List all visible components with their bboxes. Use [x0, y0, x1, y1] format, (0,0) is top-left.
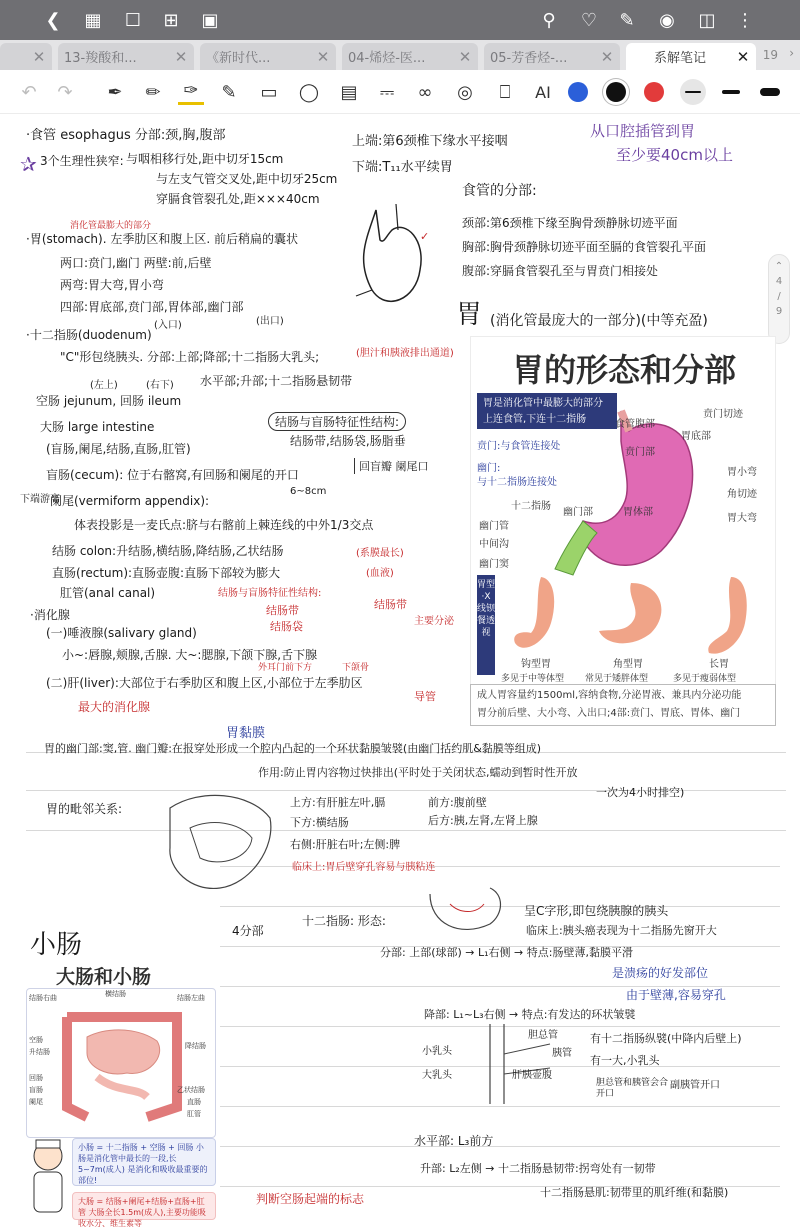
- label-colon-right-flexure: 结肠右曲: [29, 994, 57, 1002]
- note-upper-left: (左上): [90, 380, 118, 391]
- star-icon: ✰: [20, 152, 37, 176]
- note-salivary: (一)唾液腺(salivary gland): [46, 626, 197, 640]
- label-appendix: 阑尾: [29, 1098, 43, 1106]
- page-current: 4: [775, 276, 783, 287]
- redo-icon[interactable]: ↷: [57, 81, 73, 103]
- link-icon[interactable]: ∞: [417, 81, 433, 103]
- tab-0[interactable]: [0, 43, 52, 70]
- note-neighbors: 胃的毗邻关系:: [46, 802, 123, 816]
- note-need-40: 至少要40cm以上: [616, 146, 733, 164]
- note-sketch-label: ✓: [420, 230, 430, 243]
- note-n-back: 后方:胰,左肾,左肾上腺: [428, 814, 538, 827]
- close-icon[interactable]: ✕: [32, 47, 46, 66]
- type-hook: 钩型胃: [521, 659, 551, 670]
- close-icon[interactable]: ✕: [458, 47, 472, 66]
- note-stomach-big: 胃: [456, 300, 483, 330]
- note-horizontal: 水平部: L₃前方: [414, 1134, 494, 1148]
- note-stomach-big-sub: (消化管最庞大的一部分)(中等充盈): [490, 313, 708, 329]
- note-pylorus-func: 作用:防止胃内容物过快排出(平时处于关闭状态,蠕动到暂时性开放: [258, 766, 578, 779]
- label-ascending-colon: 升结肠: [29, 1048, 50, 1056]
- note-liver-big: 最大的消化腺: [78, 700, 151, 714]
- note-bile-duct: 胆总管: [528, 1030, 558, 1041]
- label-cardia: 贲门部: [625, 447, 655, 458]
- note-pylorus: 胃的幽门部:窦,管. 幽门瓣:在报穿处形成一个腔内凸起的一个环状黏膜皱襞(由幽门括约肌&黏膜等组成): [44, 742, 542, 755]
- note-pylorus-time: 一次为4小时排空): [596, 786, 685, 799]
- note-jejunum: 空肠 jejunum, 回肠 ileum: [36, 394, 182, 408]
- share-icon[interactable]: ◫: [698, 9, 716, 31]
- pen-icon[interactable]: ✎: [619, 9, 635, 31]
- note-submandibular: 外耳门前下方: [258, 663, 313, 673]
- stomach-footer-2: 胃分前后壁、大小弯、入出口;4部:贲门、胃底、胃体、幽门: [477, 708, 741, 719]
- tab-label: 05-芳香烃-...: [490, 51, 568, 66]
- image-icon[interactable]: ▤: [340, 81, 358, 103]
- stomach-figure: [470, 336, 776, 720]
- intestine-note-2: 大肠 = 结肠+阑尾+结肠+直肠+肛管 大肠全长1.5m(成人),主要功能吸收水分、维生素等: [72, 1192, 216, 1220]
- stroke-thick-option[interactable]: [760, 88, 780, 96]
- note-duod-upper: 分部: 上部(球部) → L₁右侧 → 特点:肠壁薄,黏膜平滑: [380, 946, 633, 959]
- note-cecum: 盲肠(cecum): 位于右髂窝,有回肠和阑尾的开口: [46, 468, 299, 482]
- intestine-illustration: [47, 997, 197, 1131]
- note-big-papilla: 大乳头: [422, 1070, 452, 1081]
- note-sublingual: 下颌骨: [342, 663, 370, 673]
- top-bar: [0, 0, 800, 40]
- note-digest: ·消化腺: [30, 608, 70, 622]
- note-anal: 肛管(anal canal): [60, 586, 156, 600]
- note-colon-band: 结肠带: [266, 604, 299, 617]
- type-angle: 角型胃: [613, 659, 643, 670]
- tab-3[interactable]: [342, 43, 478, 70]
- note-salivary-kind: 小~:唇腺,颊腺,舌腺. 大~:腮腺,下颌下腺,舌下腺: [62, 648, 318, 662]
- stroke-medium-option[interactable]: [722, 90, 740, 94]
- note-rectum: 直肠(rectum):直肠壶腹:直肠下部较为膨大: [52, 566, 281, 580]
- note-narrow-3: 穿膈食管裂孔处,距×××40cm: [156, 192, 320, 206]
- label-pyloric-canal: 幽门管: [479, 521, 509, 532]
- note-ampulla: 肝胰壶腹: [512, 1070, 552, 1081]
- intestine-figure-title: 大肠和小肠: [56, 966, 152, 988]
- lasso-icon[interactable]: ◯: [298, 81, 320, 103]
- ruled-line: [26, 830, 786, 831]
- note-ampulla-open: 胆总管和胰管会合开口: [596, 1078, 669, 1099]
- note-from-teeth: 从口腔插管到胃: [590, 122, 696, 140]
- note-exit: (出口): [256, 316, 284, 327]
- chevron-right-icon[interactable]: ›: [789, 46, 794, 60]
- close-icon[interactable]: ✕: [174, 47, 188, 66]
- note-horiz: 水平部;升部;十二指肠悬韧带: [200, 374, 353, 388]
- text-recognize-icon[interactable]: ⎕: [499, 81, 511, 103]
- intestine-note: 小肠 = 十二指肠 + 空肠 + 回肠 小肠是消化管中最长的一段,长5~7m(成人) 是消化和吸收最重要的部位!: [72, 1138, 216, 1186]
- chevron-up-icon: ⌃: [774, 261, 784, 272]
- tab-5[interactable]: [626, 43, 756, 70]
- tab-label: 《新时代...: [206, 51, 271, 66]
- note-duod-thin: 由于壁薄,容易穿孔: [626, 988, 726, 1002]
- back-arrow-icon[interactable]: ❮: [45, 9, 61, 31]
- note-main-red: 主要分泌: [414, 616, 454, 627]
- ruled-line: [220, 1146, 780, 1147]
- note-len: 6~8cm: [290, 486, 327, 497]
- grid-icon[interactable]: ▦: [84, 9, 102, 31]
- note-n-clinic: 临床上:胃后壁穿孔容易与胰粘连: [292, 862, 436, 873]
- close-icon[interactable]: ✕: [600, 47, 614, 66]
- stomach-types: [501, 573, 771, 663]
- note-ascending: 升部: L₂左侧 → 十二指肠悬韧带:拐弯处有一韧带: [420, 1162, 656, 1175]
- note-duod-clinic: 临床上:胰头癌表现为十二指肠先窗开大: [526, 924, 717, 937]
- note-four-parts: 四部:胃底部,贲门部,胃体部,幽门部: [60, 300, 244, 314]
- note-judge: 判断空肠起端的标志: [256, 1192, 365, 1206]
- note-narrow-label: 3个生理性狭窄:: [40, 154, 124, 168]
- crop-icon[interactable]: ▣: [201, 9, 219, 31]
- label-descending-colon: 降结肠: [185, 1042, 206, 1050]
- note-entry: (入口): [154, 320, 182, 331]
- note-n-right: 右侧:肝脏右叶;左侧:脾: [290, 838, 401, 851]
- note-duod-shape: 十二指肠: 形态:: [302, 914, 386, 928]
- intestine-frame: [26, 988, 216, 1138]
- doctor-mascot: [26, 1138, 70, 1214]
- note-canvas[interactable]: [0, 114, 800, 1228]
- tab-1[interactable]: [58, 43, 194, 70]
- tape-icon[interactable]: ◎: [457, 81, 473, 103]
- note-narrow-2: 与左支气管交叉处,距中切牙25cm: [156, 172, 338, 186]
- stroke-thin: [685, 91, 701, 93]
- note-n-front: 前方:腹前壁: [428, 796, 487, 809]
- search-icon[interactable]: ⚲: [542, 9, 556, 31]
- label-pylorus-door-2: 与十二指肠连接处: [477, 477, 557, 488]
- intestine-figure: [26, 962, 216, 1228]
- note-cecum-note: 回盲瓣 阑尾口: [354, 458, 429, 474]
- label-cardia-notch: 贲门切迹: [703, 409, 743, 420]
- label-sigmoid-colon: 乙状结肠: [177, 1086, 205, 1094]
- label-colon-left-flexure: 结肠左曲: [177, 994, 205, 1002]
- label-greater: 胃大弯: [727, 513, 757, 524]
- note-appendix-prefix: 下端游离: [20, 494, 60, 505]
- note-gland-note: 导管: [414, 690, 436, 703]
- note-desc: 降部: L₁~L₃右侧 → 特点:有发达的环状皱襞: [424, 1008, 636, 1021]
- note-small: 小肠: [30, 930, 83, 960]
- color-black-swatch[interactable]: [606, 82, 626, 102]
- label-lesser: 胃小弯: [727, 467, 757, 478]
- note-colon-feature-2: 结肠带,结肠袋,肠脂垂: [290, 434, 406, 448]
- note-n-upper: 上方:有肝脏左叶,膈: [290, 796, 386, 809]
- color-blue-swatch[interactable]: [568, 82, 588, 102]
- note-esophagus: ·食管 esophagus 分部:颈,胸,腹部: [26, 128, 226, 143]
- note-colon-pouch: 结肠袋: [270, 620, 303, 633]
- label-pyloric-antrum: 幽门窦: [479, 559, 509, 570]
- tab-count[interactable]: 19: [762, 48, 778, 62]
- note-rectum-red: 结肠与盲肠特征性结构:: [218, 588, 322, 599]
- stomach-sketch: [336, 200, 436, 320]
- tab-label: 04-烯烃-医...: [348, 51, 426, 66]
- text-icon[interactable]: ⎓: [379, 81, 395, 103]
- note-four-parts-small: 4分部: [232, 924, 264, 938]
- note-lower: 下端:T₁₁水平续胃: [352, 160, 453, 175]
- type-long-desc: 多见于瘦弱体型: [673, 674, 737, 684]
- tab-2[interactable]: [200, 43, 336, 70]
- page-divider: /: [777, 291, 781, 302]
- note-sub-duct: 副胰管开口: [670, 1080, 720, 1091]
- note-large-parts: (盲肠,阑尾,结肠,直肠,肛管): [46, 442, 191, 456]
- note-stomach-membrane: 胃黏膜: [226, 726, 266, 741]
- note-stomach: ·胃(stomach). 左季肋区和腹上区. 前后稍扁的囊状: [26, 232, 298, 246]
- note-duod-ulcer: 是溃疡的好发部位: [612, 966, 709, 980]
- note-eso-parts-title: 食管的分部:: [462, 183, 537, 199]
- type-hook-desc: 多见于中等体型: [501, 674, 565, 684]
- drawing-toolbar: [0, 70, 800, 114]
- note-pancreatic: 胰管: [552, 1048, 572, 1059]
- label-cecum: 盲肠: [29, 1086, 43, 1094]
- stomach-figure-footer: [470, 684, 776, 726]
- note-mesentery: (系膜最长): [356, 548, 404, 559]
- type-long: 长胃: [709, 659, 729, 670]
- note-chest: 胸部:胸骨颈静脉切迹平面至膈的食管裂孔平面: [462, 240, 707, 254]
- label-rectum: 直肠: [187, 1098, 201, 1106]
- duodenum-sketch: [420, 874, 510, 944]
- note-neck: 颈部:第6颈椎下缘至胸骨颈静脉切迹平面: [462, 216, 678, 230]
- label-pylorus-part: 幽门部: [563, 507, 593, 518]
- note-liver: (二)肝(liver):大部位于右季肋区和腹上区,小部位于左季肋区: [46, 676, 363, 690]
- label-angular: 角切迹: [727, 489, 757, 500]
- stomach-figure-box: 胃是消化管中最膨大的部分 上连食管,下连十二指肠: [477, 393, 617, 429]
- neighbor-sketch: [160, 788, 280, 898]
- note-narrow-1: 与咽相移行处,距中切牙15cm: [126, 152, 284, 166]
- note-jeju-red: 结肠带: [374, 598, 407, 611]
- more-icon[interactable]: ⋮: [736, 9, 754, 31]
- note-colon: 结肠 colon:升结肠,横结肠,降结肠,乙状结肠: [52, 544, 284, 558]
- label-fundus-food: 食管腹部: [615, 419, 655, 430]
- note-n-lower: 下方:横结肠: [290, 816, 349, 829]
- note-lower-right: (右下): [146, 380, 174, 391]
- add-page-icon[interactable]: ⊞: [163, 9, 179, 31]
- highlighter-icon[interactable]: ✎: [221, 81, 237, 103]
- note-appendix: 阑尾(vermiform appendix):: [50, 494, 210, 508]
- label-transverse-colon: 横结肠: [105, 990, 126, 998]
- tab-4[interactable]: [484, 43, 620, 70]
- note-mcburney: 体表投影是一麦氏点:脐与右髂前上棘连线的中外1/3交点: [74, 518, 374, 532]
- close-icon[interactable]: ✕: [316, 47, 330, 66]
- note-ascend-2: 十二指肠悬肌:韧带里的肌纤维(和黏膜): [540, 1186, 729, 1199]
- label-jejunum: 空肠: [29, 1036, 43, 1044]
- xray-label: 胃型·X线钡餐透视: [477, 575, 495, 675]
- fountain-pen-icon[interactable]: ✒: [107, 81, 123, 103]
- note-upper: 上端:第6颈椎下缘水平接咽: [352, 134, 508, 149]
- shirt-icon[interactable]: ♡: [580, 9, 598, 31]
- note-c-shape: "C"形包绕胰头. 分部:上部;降部;十二指肠大乳头;: [60, 350, 320, 364]
- note-rectum-note: (血液): [366, 568, 394, 579]
- pencil-icon[interactable]: ✏: [145, 81, 161, 103]
- note-bile: (胆汁和胰液排出通道): [356, 348, 454, 359]
- label-pylorus-door: 幽门:: [477, 463, 501, 474]
- label-middle-groove: 中间沟: [479, 539, 509, 550]
- label-duodenum: 十二指肠: [511, 501, 551, 512]
- note-two-curves: 两弯:胃大弯,胃小弯: [60, 278, 164, 292]
- undo-icon[interactable]: ↶: [21, 81, 37, 103]
- label-anal-canal: 肛管: [187, 1110, 201, 1118]
- note-stomach-red: 消化管最膨大的部分: [70, 221, 152, 231]
- ruled-line: [220, 1106, 780, 1107]
- note-two-mouths: 两口:贲门,幽门 两壁:前,后壁: [60, 256, 212, 270]
- type-angle-desc: 常见于矮胖体型: [585, 674, 649, 684]
- page-indicator[interactable]: [768, 254, 790, 344]
- tab-bar: [0, 40, 800, 70]
- eraser-icon[interactable]: ▭: [260, 81, 278, 103]
- label-body: 胃体部: [623, 507, 653, 518]
- stomach-footer-1: 成人胃容量约1500ml,容纳食物,分泌胃液、兼具内分泌功能: [477, 690, 742, 701]
- note-duodenum: ·十二指肠(duodenum): [26, 328, 152, 342]
- label-fundus: 胃底部: [681, 431, 711, 442]
- ai-icon[interactable]: AI: [535, 82, 551, 102]
- stomach-figure-title: 胃的形态和分部: [511, 351, 736, 389]
- tab-label: 13-羧酸和...: [64, 51, 137, 66]
- label-ileum: 回肠: [29, 1074, 43, 1082]
- note-desc-2: 有十二指肠纵襞(中降内后壁上): [590, 1032, 742, 1045]
- ballpoint-pen-icon[interactable]: ✑: [178, 79, 204, 105]
- bookmark-icon[interactable]: ☐: [124, 9, 142, 31]
- note-duod-c: 呈C字形,即包绕胰腺的胰头: [524, 904, 669, 918]
- label-cardia-entry: 贲门:与食管连接处: [477, 441, 561, 452]
- note-small-papilla: 小乳头: [422, 1046, 452, 1057]
- close-icon[interactable]: ✕: [736, 47, 750, 66]
- tab-label: 系解笔记: [654, 51, 707, 66]
- note-large: 大肠 large intestine: [40, 420, 155, 434]
- page-total: 9: [775, 306, 783, 317]
- eye-icon[interactable]: ◉: [659, 9, 675, 31]
- note-desc-3: 有一大,小乳头: [590, 1054, 660, 1067]
- note-abd: 腹部:穿膈食管裂孔至与胃贲门相接处: [462, 264, 659, 278]
- color-red-swatch[interactable]: [644, 82, 664, 102]
- note-colon-feature: 结肠与盲肠特征性结构:: [268, 412, 406, 431]
